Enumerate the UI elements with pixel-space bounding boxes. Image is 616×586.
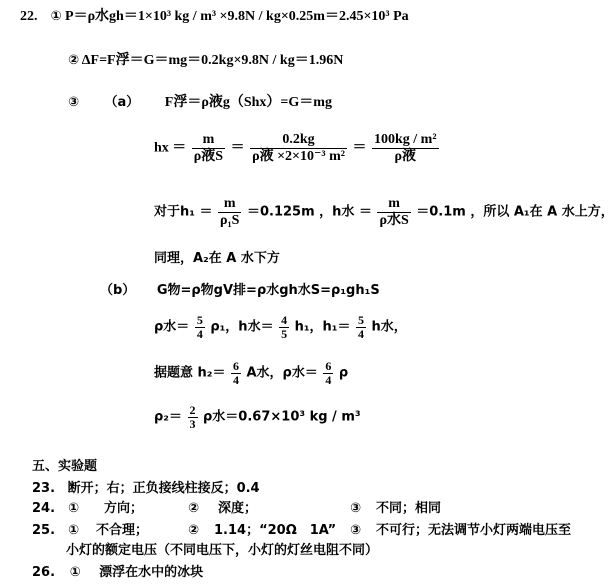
fraction-numerator: 6 [325,359,332,373]
fraction-denominator: ρ水S [379,213,409,228]
fraction-m-over-rho-s [192,132,225,165]
q25-marker-c: ③ [350,523,362,538]
q26-line [32,564,203,582]
rho-tail: ρ [338,365,349,381]
q25-answer-b: 1.14；“20Ω 1A” [214,523,337,538]
q24-line [32,500,616,518]
h1-relation: h₁，h₁＝ [294,319,351,335]
q25-marker-b: ② [188,523,200,538]
q22-line2 [68,52,343,70]
q26-number: 26. [32,565,56,580]
q25-continuation: 小灯的额定电压（不同电压下，小灯的灯丝电阻不同） [66,543,379,558]
rho2-lhs: ρ₂＝ [154,409,182,425]
q22-part3b-line2 [154,314,407,341]
section-title: 五、实验题 [32,459,98,474]
rho-water-relation: A水，ρ水＝ [246,365,318,381]
q26-answer: 漂浮在水中的冰块 [99,565,204,580]
q25-marker-a: ① [68,523,80,538]
fraction-mass-over-area [250,132,347,165]
h-water-lhs: ＝0.125m ，h水 ＝ [246,204,372,220]
hx-lhs: hx ＝ [154,140,187,156]
q26-marker: ① [69,565,81,580]
q23-line [32,480,260,498]
fraction-denominator: ρ液 [372,148,439,165]
fraction-numerator: m [202,132,215,147]
h1-lhs: 对于h₁ ＝ [154,204,213,220]
fraction-numerator: 5 [357,313,364,327]
q22-part3a-line3 [154,196,614,229]
fraction-numerator: m [388,196,400,211]
q25-answer-c: 不可行；无法调节小灯两端电压至 [376,523,572,538]
h2-relation: 据题意 h₂＝ [154,365,226,381]
fraction-5-4 [195,314,205,341]
q22-part3a-line4: 同理，A₂在 A 水下方 [154,251,280,266]
fraction-5-4-b [356,314,366,341]
q25-line [32,522,616,540]
q24-marker-a: ① [68,501,80,516]
fraction-4-5 [279,314,289,341]
q22-part3a-line1: F浮＝ρ液g（Shx）=G＝mg [164,95,332,110]
fraction-numerator: 6 [232,359,239,373]
fraction-numerator: 100kg / m² [373,132,437,147]
fraction-denominator: 4 [232,373,239,387]
fraction-numerator: 5 [196,313,203,327]
fraction-denominator: 5 [281,327,288,341]
q23-answer: 断开；右；正负接线柱接反；0.4 [67,481,260,496]
q22-part1-formula: P＝ρ水gh＝1×10³ kg / m³ ×9.8N / kg×0.25m＝2.45×10³ Pa [65,9,409,24]
q25-answer-a: 不合理； [96,523,149,538]
q22-part3-marker: ③ [68,95,80,110]
fraction-numerator: m [223,196,236,211]
fraction-denominator: 4 [325,373,332,387]
q24-marker-c: ③ [350,501,362,516]
q22-part3a-line2: hx ＝ $\frac{m}{\text{ρ液S}}$ ＝ $\frac{0.2kg}{\text{ρ液 ×2×10⁻³ m²}}$ ＝ $\frac{\text{100kg / m²}}{\text{ρ液}}$ [154,132,437,164]
q22-part3b-line4 [154,404,361,431]
q24-answer-a: 方向； [104,501,144,516]
q23-number: 23. [32,481,56,496]
q22-part3b-line1 [100,282,380,300]
h-water-relation: ρ₁，h水＝ [210,319,274,335]
q22-part3a-label: （a） [104,95,140,110]
q25-number: 25. [32,523,56,538]
fraction-denominator: 4 [196,327,203,341]
fraction-denominator: ρ液 ×2×10⁻³ m² [252,149,345,164]
fraction-h-water [377,196,410,229]
fraction-6-4-b [323,360,333,387]
q22-part2-marker: ② [68,53,80,68]
q22-part2-formula: ΔF=F浮＝G＝mg＝0.2kg×9.8N / kg＝1.96N [81,53,344,68]
fraction-numerator: 2 [189,403,196,417]
q24-answer-c: 不同；相同 [376,501,442,516]
fraction-denominator: 4 [357,327,364,341]
q22-part3b-line3 [154,360,348,387]
q24-answer-b: 深度； [218,501,258,516]
q24-marker-b: ② [188,501,200,516]
fraction-denominator: 3 [189,417,196,431]
q22-part1-marker: ① [50,9,62,24]
fraction-denominator: ρ₁S [219,213,240,228]
q22-line1 [20,8,409,26]
buoyancy-equation: G物=ρ物gV排=ρ水gh水S=ρ₁gh₁S [156,283,380,298]
h-water-tail: h水， [371,319,407,335]
rho2-result: ρ水＝0.67×10³ kg / m³ [203,409,361,425]
q24-number: 24. [32,501,56,516]
fraction-denominator: ρ液S [193,149,224,164]
fraction-6-4 [231,360,241,387]
rho-water-lhs: ρ水＝ [154,319,190,335]
fraction-2-3 [188,404,198,431]
conclusion-a1: ＝0.1m ，所以 A₁在 A 水上方， [416,204,614,220]
q22-part3b-label: （b） [100,283,136,298]
fraction-numerator: 4 [281,313,288,327]
q22-number: 22. [20,9,38,24]
fraction-numerator: 0.2kg [282,132,315,147]
fraction-h1 [218,196,241,229]
fraction-density-result [372,132,439,165]
q22-part3-header [68,94,332,112]
